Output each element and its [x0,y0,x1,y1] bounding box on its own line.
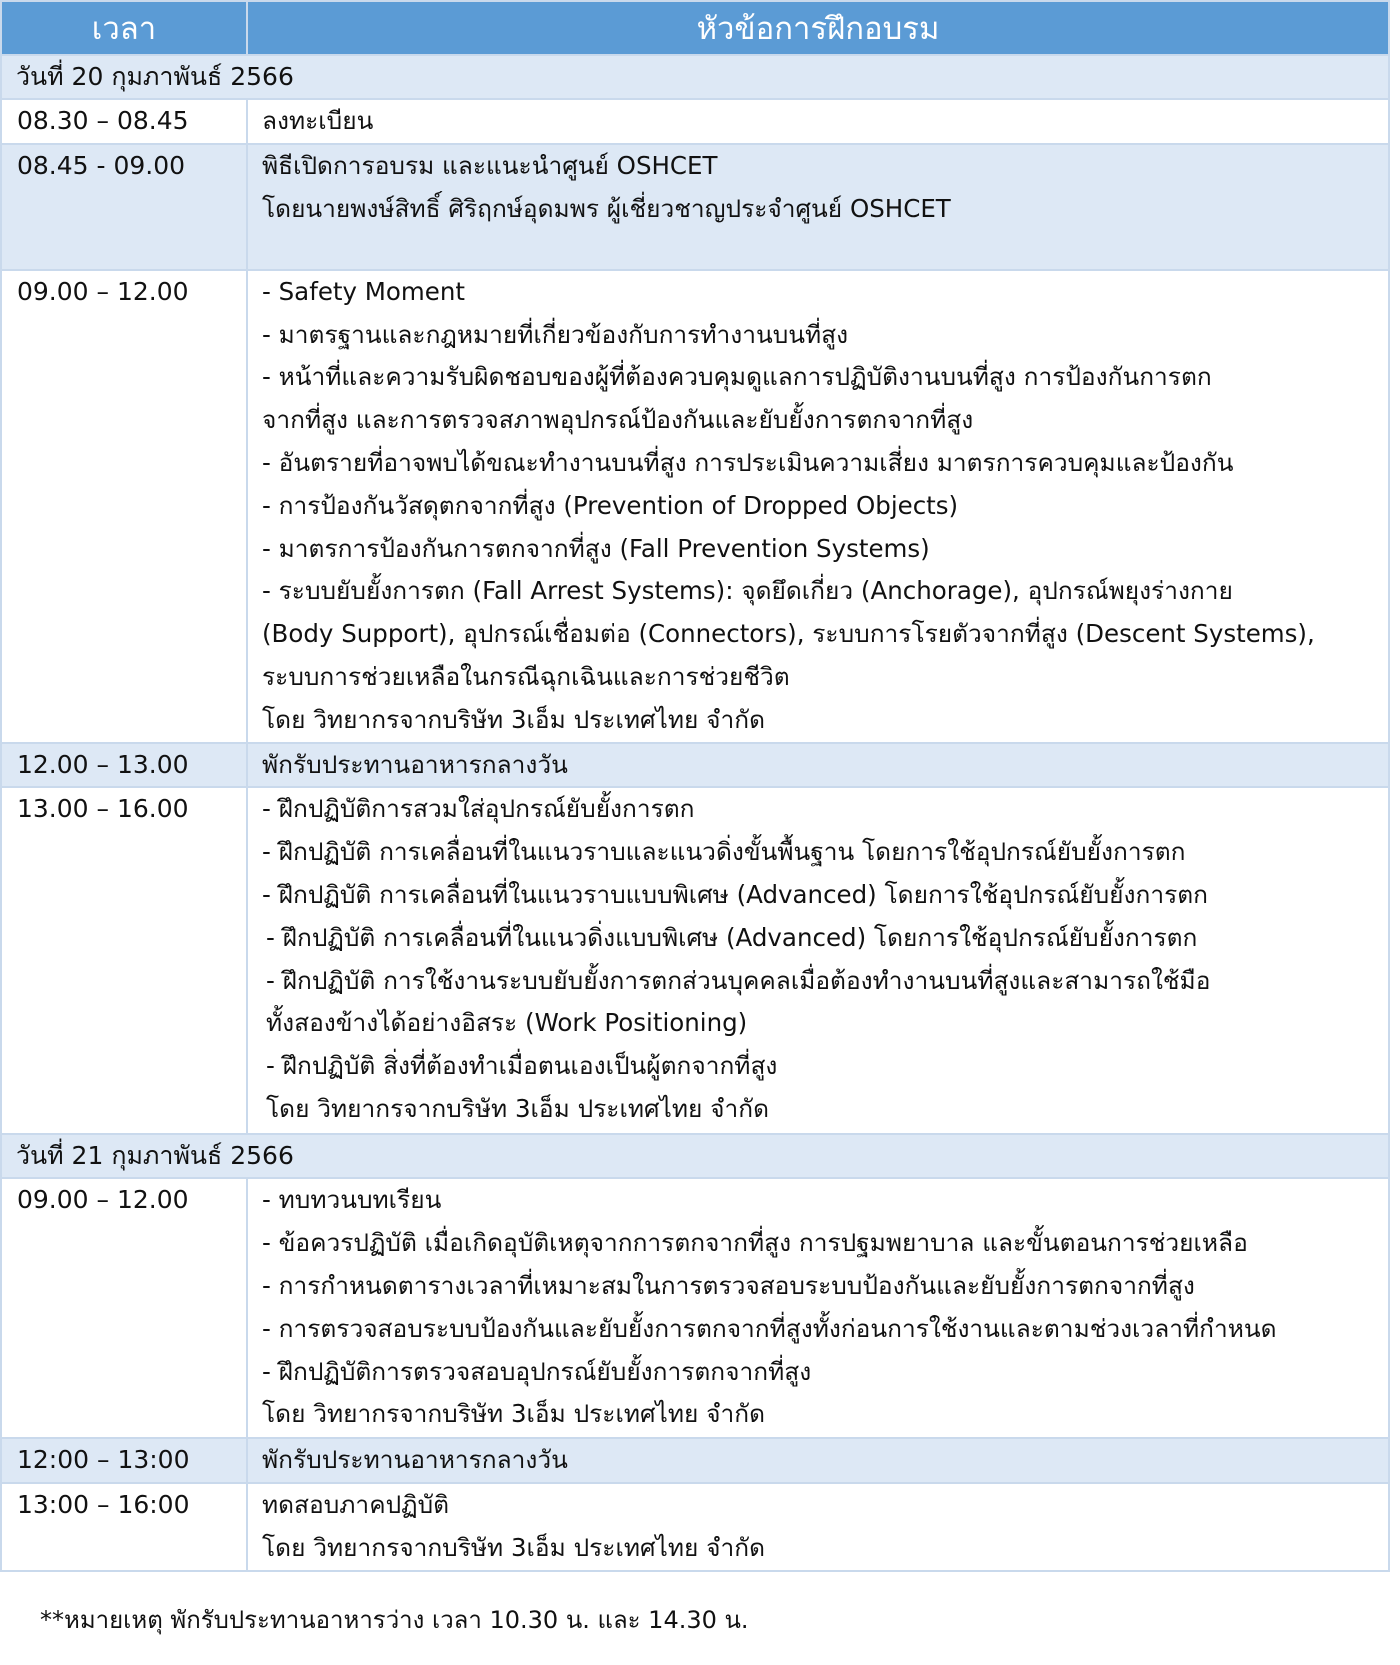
table-row [1,270,1389,743]
topic-line: - ฝึกปฏิบัติการสวมใส่อุปกรณ์ยับยั้งการตก [262,794,695,824]
topic-line: โดย วิทยากรจากบริษัท 3เอ็ม ประเทศไทย จำกัด [262,704,766,734]
topic-line: โดยนายพงษ์สิทธิ์ ศิริฤกษ์อุดมพร ผู้เชี่ยวชาญประจำศูนย์ OSHCET [262,193,951,223]
date-row-day1 [1,55,1389,99]
topic-line: - ฝึกปฏิบัติ การเคลื่อนที่ในแนวราบแบบพิเศษ (Advanced) โดยการใช้อุปกรณ์ยับยั้งการตก [262,879,1208,909]
topic-line: โดย วิทยากรจากบริษัท 3เอ็ม ประเทศไทย จำกัด [266,1093,770,1123]
topic-cell [247,144,1389,270]
date-label: วันที่ 21 กุมภาพันธ์ 2566 [1,1134,1389,1178]
topic-line: - ฝึกปฏิบัติ การเคลื่อนที่ในแนวดิ่งแบบพิเศษ (Advanced) โดยการใช้อุปกรณ์ยับยั้งการตก [266,922,1198,952]
topic-cell [247,99,1389,144]
topic-line: - ข้อควรปฏิบัติ เมื่อเกิดอุบัติเหตุจากการตกจากที่สูง การปฐมพยาบาล และขั้นตอนการช่วยเหลือ [262,1228,1248,1258]
time-cell: 08.30 – 08.45 [1,99,247,144]
table-row [1,743,1389,788]
topic-line: - ฝึกปฏิบัติ สิ่งที่ต้องทำเมื่อตนเองเป็นผู้ตกจากที่สูง [266,1051,778,1081]
topic-cell [247,787,1389,1134]
topic-cell [247,1438,1389,1483]
topic-line: - ฝึกปฏิบัติ การเคลื่อนที่ในแนวราบและแนวดิ่งขั้นพื้นฐาน โดยการใช้อุปกรณ์ยับยั้งการตก [262,837,1186,867]
topic-line: โดย วิทยากรจากบริษัท 3เอ็ม ประเทศไทย จำกัด [262,1532,766,1562]
topic-line: พักรับประทานอาหารกลางวัน [262,1445,568,1475]
time-cell: 08.45 - 09.00 [1,144,247,270]
topic-line: - หน้าที่และความรับผิดชอบของผู้ที่ต้องควบคุมดูแลการปฏิบัติงานบนที่สูง การป้องกันการตก [262,362,1212,392]
header-topic: หัวข้อการฝึกอบรม [247,1,1389,55]
topic-cell [247,1483,1389,1571]
topic-line: - อันตรายที่อาจพบได้ขณะทำงานบนที่สูง การประเมินความเสี่ยง มาตรการควบคุมและป้องกัน [262,447,1234,477]
time-cell: 12.00 – 13.00 [1,743,247,788]
topic-line: - ระบบยับยั้งการตก (Fall Arrest Systems): จุดยึดเกี่ยว (Anchorage), อุปกรณ์พยุงร่างกาย [262,576,1233,606]
topic-cell [247,743,1389,788]
topic-line: - มาตรการป้องกันการตกจากที่สูง (Fall Prevention Systems) [262,533,930,563]
time-cell: 13:00 – 16:00 [1,1483,247,1571]
topic-line: ทดสอบภาคปฏิบัติ [262,1490,450,1520]
table-row [1,144,1389,270]
topic-line: ลงทะเบียน [262,106,374,135]
header-time: เวลา [1,1,247,55]
time-cell: 12:00 – 13:00 [1,1438,247,1483]
table-header-row [1,1,1389,55]
topic-line: (Body Support), อุปกรณ์เชื่อมต่อ (Connectors), ระบบการโรยตัวจากที่สูง (Descent Systems), [262,619,1315,649]
topic-line: - Safety Moment [262,276,465,306]
topic-line: - ฝึกปฏิบัติการตรวจสอบอุปกรณ์ยับยั้งการตกจากที่สูง [262,1356,812,1386]
topic-cell [247,270,1389,743]
topic-line: - การป้องกันวัสดุตกจากที่สูง (Prevention of Dropped Objects) [262,490,959,520]
table-row [1,1438,1389,1483]
time-cell: 13.00 – 16.00 [1,787,247,1134]
footnote: **หมายเหตุ พักรับประทานอาหารว่าง เวลา 10.30 น. และ 14.30 น. [40,1606,749,1634]
topic-line: โดย วิทยากรจากบริษัท 3เอ็ม ประเทศไทย จำกัด [262,1399,766,1429]
table-row [1,787,1389,1134]
table-row [1,1178,1389,1438]
topic-line: จากที่สูง และการตรวจสภาพอุปกรณ์ป้องกันและยับยั้งการตกจากที่สูง [262,405,974,435]
date-label: วันที่ 20 กุมภาพันธ์ 2566 [1,55,1389,99]
topic-cell [247,1178,1389,1438]
time-cell: 09.00 – 12.00 [1,270,247,743]
topic-line: - ทบทวนบทเรียน [262,1185,442,1215]
topic-line: พักรับประทานอาหารกลางวัน [262,749,568,779]
topic-line: - การตรวจสอบระบบป้องกันและยับยั้งการตกจากที่สูงทั้งก่อนการใช้งานและตามช่วงเวลาที่กำหนด [262,1313,1277,1343]
topic-line: ระบบการช่วยเหลือในกรณีฉุกเฉินและการช่วยชีวิต [262,661,790,691]
topic-line: ทั้งสองข้างได้อย่างอิสระ (Work Positioning) [266,1008,748,1038]
topic-line: พิธีเปิดการอบรม และแนะนำศูนย์ OSHCET [262,150,718,180]
time-cell: 09.00 – 12.00 [1,1178,247,1438]
table-row [1,99,1389,144]
date-row-day2 [1,1134,1389,1178]
topic-line: - ฝึกปฏิบัติ การใช้งานระบบยับยั้งการตกส่วนบุคคลเมื่อต้องทำงานบนที่สูงและสามารถใช้มือ [266,965,1211,995]
table-row [1,1483,1389,1571]
topic-line: - การกำหนดตารางเวลาที่เหมาะสมในการตรวจสอบระบบป้องกันและยับยั้งการตกจากที่สูง [262,1270,1195,1300]
topic-line: - มาตรฐานและกฎหมายที่เกี่ยวข้องกับการทำงานบนที่สูง [262,319,849,349]
